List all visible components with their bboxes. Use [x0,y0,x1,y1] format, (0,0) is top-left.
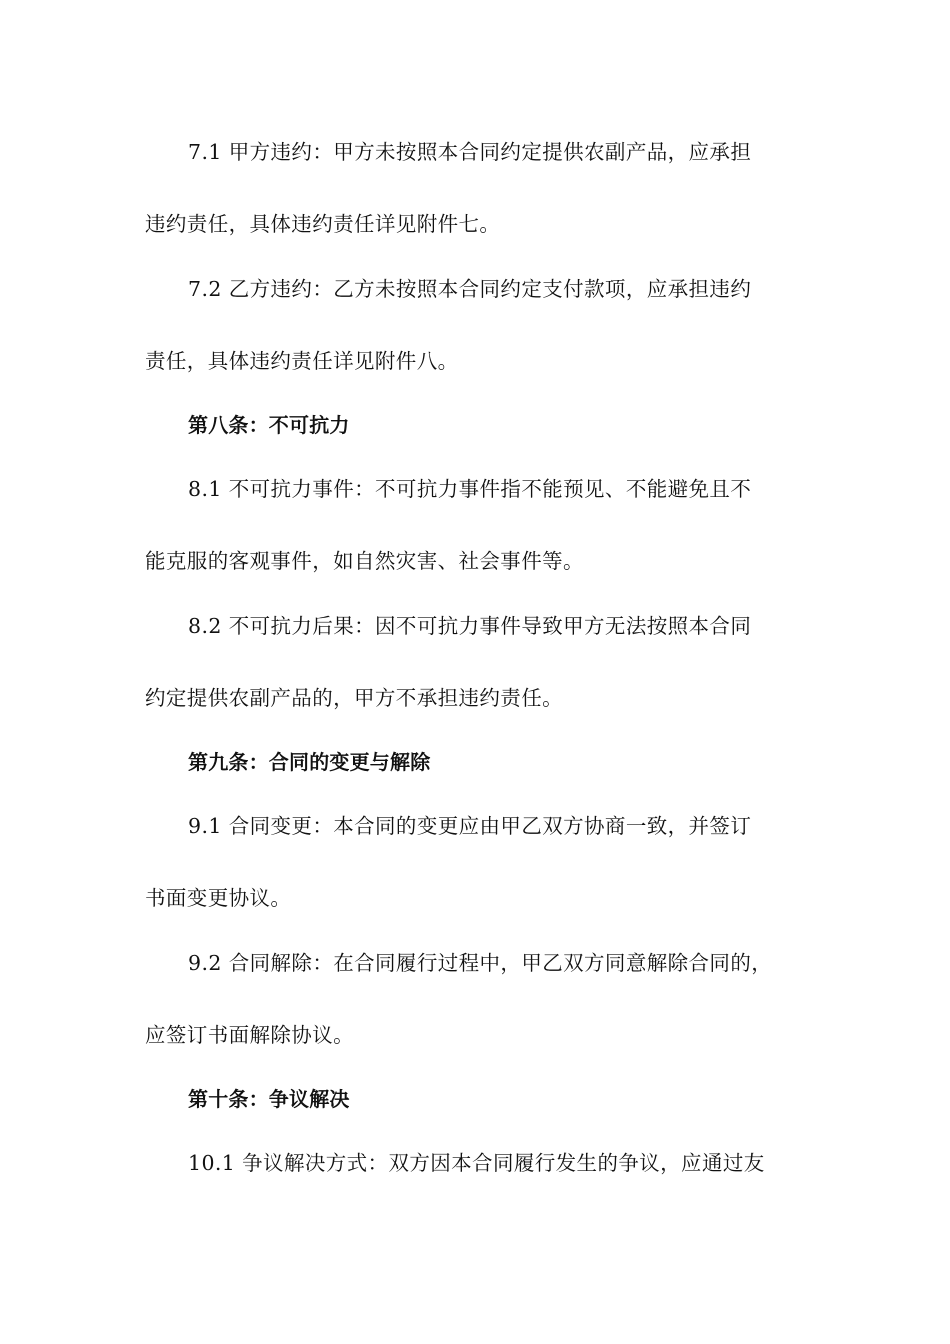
paragraph-7-1-line-1: 7.1 甲方违约：甲方未按照本合同约定提供农副产品，应承担 [188,140,752,164]
paragraph-9-1-line-1: 9.1 合同变更：本合同的变更应由甲乙双方协商一致，并签订 [188,814,752,838]
paragraph-10-1-line-1: 10.1 争议解决方式：双方因本合同履行发生的争议，应通过友 [188,1151,765,1175]
paragraph-9-2-line-1: 9.2 合同解除：在合同履行过程中，甲乙双方同意解除合同的， [188,951,773,975]
paragraph-7-2-line-1: 7.2 乙方违约：乙方未按照本合同约定支付款项，应承担违约 [188,277,752,301]
paragraph-7-1-line-2: 违约责任，具体违约责任详见附件七。 [145,212,501,236]
paragraph-9-1-line-2: 书面变更协议。 [145,886,292,910]
section-heading-article-8: 第八条：不可抗力 [188,413,350,437]
paragraph-9-2-line-2: 应签订书面解除协议。 [145,1023,354,1047]
section-heading-article-10: 第十条：争议解决 [188,1087,350,1111]
paragraph-8-1-line-1: 8.1 不可抗力事件：不可抗力事件指不能预见、不能避免且不 [188,477,752,501]
paragraph-7-2-line-2: 责任，具体违约责任详见附件八。 [145,349,459,373]
paragraph-8-2-line-2: 约定提供农副产品的，甲方不承担违约责任。 [145,686,563,710]
paragraph-8-1-line-2: 能克服的客观事件，如自然灾害、社会事件等。 [145,549,584,573]
paragraph-8-2-line-1: 8.2 不可抗力后果：因不可抗力事件导致甲方无法按照本合同 [188,614,752,638]
section-heading-article-9: 第九条：合同的变更与解除 [188,750,431,774]
